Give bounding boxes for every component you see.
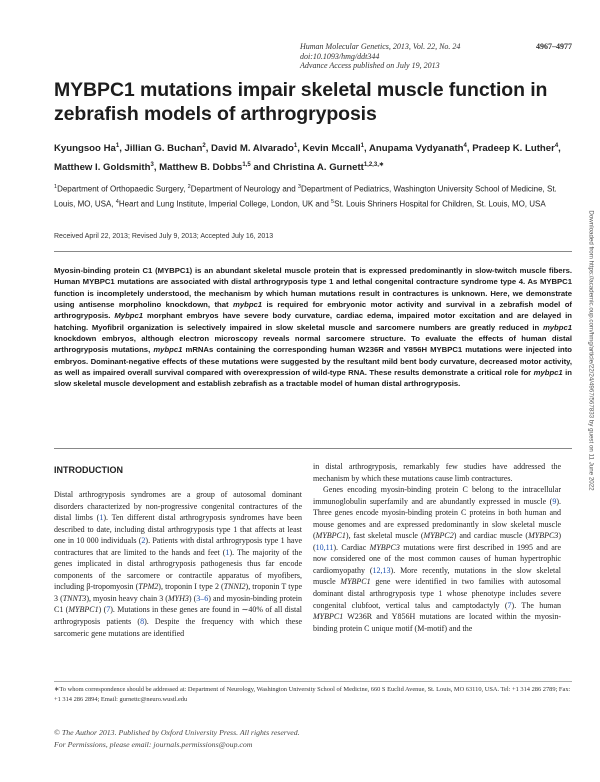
author-affil-sup: 2	[202, 143, 206, 149]
author-affil-sup: 4	[554, 143, 559, 149]
advance-access: Advance Access published on July 19, 2013	[300, 61, 440, 71]
affil-text: St. Louis Shriners Hospital for Children, St. Louis, MO, USA	[334, 199, 546, 209]
body-text: Distal arthrogryposis syndromes are a group of autosomal dominant disorders characterized by non-progressive congenital contractures of the distal limbs (	[54, 490, 302, 523]
gene-italic: TNNT3	[62, 593, 87, 603]
citation-link[interactable]: 10,11	[315, 542, 334, 552]
body-column-right	[313, 461, 561, 634]
article-title: MYBPC1 mutations impair skeletal muscle function in zebrafish models of arthrogryposis	[54, 79, 548, 125]
body-text: ). Three genes encode myosin-binding protein C proteins in both human and mouse genomes and are expressed predominantly in slow skeletal muscle (	[313, 496, 561, 541]
gene-italic: TPM2	[138, 582, 159, 592]
gene-italic: TNNI2	[223, 582, 246, 592]
gene-italic: MYBPC1	[340, 577, 371, 587]
gene-italic: MYBPC1	[68, 605, 99, 615]
body-text: ) and myosin-binding protein C1 (	[54, 593, 303, 615]
affil-sup: 5	[331, 199, 335, 206]
abstract-text: is required for embryonic motor activity and survival in a zebrafish model of arthrogryposis.	[54, 300, 572, 321]
body-text: ). Patients with distal arthrogryposis type 1 have contractures that are limited to the hands and feet (	[54, 536, 303, 557]
citation-link[interactable]: 7	[507, 600, 512, 610]
journal-citation: Human Molecular Genetics, 2013, Vol. 22, No. 24	[300, 42, 461, 51]
author-name: , Matthew B. Dobbs	[153, 162, 243, 174]
abstract-text: in slow skeletal muscle development and establish zebrafish as a tractable model of human distal arthrogryposis.	[54, 368, 573, 389]
body-text: gene were identified in two families with autosomal dominant distal arthrogryposis type 1 whose phenotype includes severe congenital clubfoot, vertical talus and camptodactyly (	[313, 577, 561, 610]
citation-link[interactable]: 7	[106, 605, 111, 615]
journal-header	[300, 42, 572, 71]
doi[interactable]: doi:10.1093/hmg/ddt344	[300, 51, 380, 61]
body-text: ), myosin heavy chain 3 (	[86, 593, 168, 603]
divider	[54, 251, 572, 252]
gene-italic: MYBPC1	[315, 531, 346, 541]
author-affil-sup: 1	[115, 143, 120, 149]
body-text: ) (	[313, 531, 561, 552]
gene-italic: mybpc1	[153, 345, 183, 355]
gene-italic: MYBPC3	[369, 542, 400, 552]
abstract-text: mRNAs containing the corresponding human W236R and Y856H MYBPC1 mutations were injected into embryos. Dominant-negative effects of these mutations were suggested by the resultant mild bent body curvature, decreased motor activity, as well as impaired overall survival compared with overexpression of wild-type RNA. These results demonstrate a critical role for	[54, 345, 572, 378]
author-list	[54, 138, 574, 176]
gene-italic: mybpc1	[233, 300, 263, 310]
citation-link[interactable]: 8	[140, 617, 145, 627]
abstract-text: knockdown embryos, although electron microscopy reveals normal sarcomere structure. To evaluate the effects of human distal arthrogryposis mutations,	[54, 334, 572, 355]
gene-italic: MYH3	[167, 593, 189, 603]
paragraph: in distal arthrogryposis, remarkably few studies have addressed the mechanism by which these mutations cause limb contractures.	[313, 462, 561, 483]
download-sidebar	[586, 192, 596, 512]
body-text: ). Mutations in these genes are found in ∼40% of all distal arthrogryposis patients (	[54, 605, 303, 627]
paragraph	[54, 489, 302, 639]
gene-italic: Mybpc1	[114, 311, 144, 321]
body-text: ). The majority of the genes implicated in distal arthrogryposis pathogenesis thus far encode components of the sarcomere or contractile apparatus of myofibers, including β-tropomyosin (	[54, 547, 303, 592]
affil-sup: 1	[54, 184, 58, 190]
divider	[54, 448, 572, 449]
citation-link[interactable]: 2	[141, 536, 146, 546]
affil-text: Heart and Lung Institute, Imperial College, London, UK and	[118, 199, 331, 209]
footnote-divider	[54, 681, 572, 682]
affil-text: Department of Neurology and	[190, 184, 298, 194]
abstract-text: morphant embryos have severe body curvature, cardiac edema, impaired motor excitation and are delayed in hatching. Myofibril organization is selectively impaired in slow skeletal muscle and sarcomere numbers are greatly reduced in	[54, 311, 572, 332]
author-name: , Anupama Vydyanath	[364, 143, 464, 155]
citation-link[interactable]: 9	[552, 496, 557, 506]
copyright	[54, 727, 300, 750]
copyright-line: © The Author 2013. Published by Oxford University Press. All rights reserved.	[54, 728, 300, 737]
gene-italic: mybpc1	[533, 368, 563, 378]
citation-link[interactable]: 1	[225, 547, 230, 557]
author-affil-sup: 4	[463, 143, 467, 149]
author-name: , Kevin Mccall	[297, 143, 361, 155]
author-name: , David M. Alvarado	[205, 143, 294, 155]
author-name: and Christina A. Gurnett	[250, 162, 364, 174]
affil-sup: 3	[297, 184, 301, 190]
body-text: ) (	[188, 593, 197, 603]
body-text: W236R and Y856H mutations are located within the myosin-binding protein C unique motif (M-motif) and the	[313, 612, 561, 633]
citation-link[interactable]: 1	[99, 513, 104, 523]
affil-sup: 4	[115, 199, 119, 206]
body-text: ). The human	[511, 600, 561, 610]
body-text: ), troponin I type 2 (	[158, 582, 224, 592]
body-text: ) (	[98, 605, 107, 615]
affil-text: Department of Orthopaedic Surgery,	[57, 184, 188, 194]
author-name: , Matthew I. Goldsmith	[54, 143, 561, 174]
affil-text: Department of Pediatrics, Washington University School of Medicine, St. Louis, MO, USA,	[54, 184, 557, 209]
body-text: ), fast skeletal muscle (	[345, 531, 424, 541]
author-affil-sup: 1,2,3,∗	[363, 162, 384, 169]
citation-link[interactable]: 12,13	[372, 565, 391, 575]
abstract-text: Myosin-binding protein C1 (MYBPC1) is an abundant skeletal muscle protein that is expressed predominantly in slow-twitch muscle fibers. Human MYBPC1 mutations are associated with distal arthrogryposis type 1 and lethal congenital contracture syndrome type 4. As MYBPC1 function is incompletely understood, the mechanism by which human mutations result in contractures is unknown. Here, we demonstrate using antisense morpholino knockdown, that	[54, 266, 572, 310]
abstract	[54, 265, 572, 390]
body-text: ). More recently, mutations in the slow skeletal muscle	[313, 565, 561, 587]
body-column-left	[54, 489, 302, 639]
page-range: 4967–4977	[536, 42, 572, 51]
author-affil-sup: 1	[360, 143, 364, 149]
body-text: mutations were first described in 1995 and are now considered one of the most common causes of human hypertrophic cardiomyopathy (	[313, 542, 561, 575]
permissions-line: For Permissions, please email: journals.permissions@oup.com	[54, 739, 253, 749]
author-name: , Pradeep K. Luther	[466, 143, 555, 155]
gene-italic: MYBPC3	[528, 531, 559, 541]
body-text: ). Despite the frequency with which these sarcomeric gene mutations are identified	[54, 617, 302, 638]
gene-italic: MYBPC2	[423, 531, 454, 541]
affiliations	[54, 181, 566, 211]
body-text: ) and cardiac muscle (	[453, 531, 529, 541]
author-affil-sup: 1,5	[242, 162, 251, 169]
author-name: , Jillian G. Buchan	[119, 143, 203, 155]
author-name: Kyungsoo Ha	[54, 143, 116, 155]
body-text: ), troponin T type 3 (	[54, 582, 303, 603]
body-text: ). Ten different distal arthrogryposis syndromes have been described to date, including distal arthrogryposis type 1 that affects at least one in 10 000 individuals (	[54, 513, 302, 546]
section-heading-introduction: INTRODUCTION	[54, 465, 123, 475]
body-text: ). Cardiac	[333, 542, 370, 552]
gene-italic: mybpc1	[542, 322, 572, 332]
author-affil-sup: 3	[150, 162, 154, 169]
citation-link[interactable]: 3–6	[196, 593, 209, 603]
affil-sup: 2	[187, 184, 191, 190]
download-notice: Downloaded from https://academic.oup.com/hmg/article/22/24/4967/567833 by guest on 11 June 2022	[587, 210, 595, 491]
paragraph	[313, 484, 561, 634]
body-text: Genes encoding myosin-binding protein C belong to the intracellular immunoglobulin superfamily and are abundantly expressed in muscle (	[313, 485, 561, 506]
received-dates: Received April 22, 2013; Revised July 9, 2013; Accepted July 16, 2013	[54, 233, 274, 240]
gene-italic: MYBPC1	[313, 612, 344, 622]
author-affil-sup: 1	[293, 143, 298, 149]
correspondence-footnote: ∗To whom correspondence should be addressed at: Department of Neurology, Washington University School of Medicine, 660 S Euclid Avenue, St. Louis, MO 63110, USA. Tel: +1 314 286 2789; Fax: +1 314 286 2894; Email: gurnettc@neuro.wustl.edu	[54, 686, 571, 703]
